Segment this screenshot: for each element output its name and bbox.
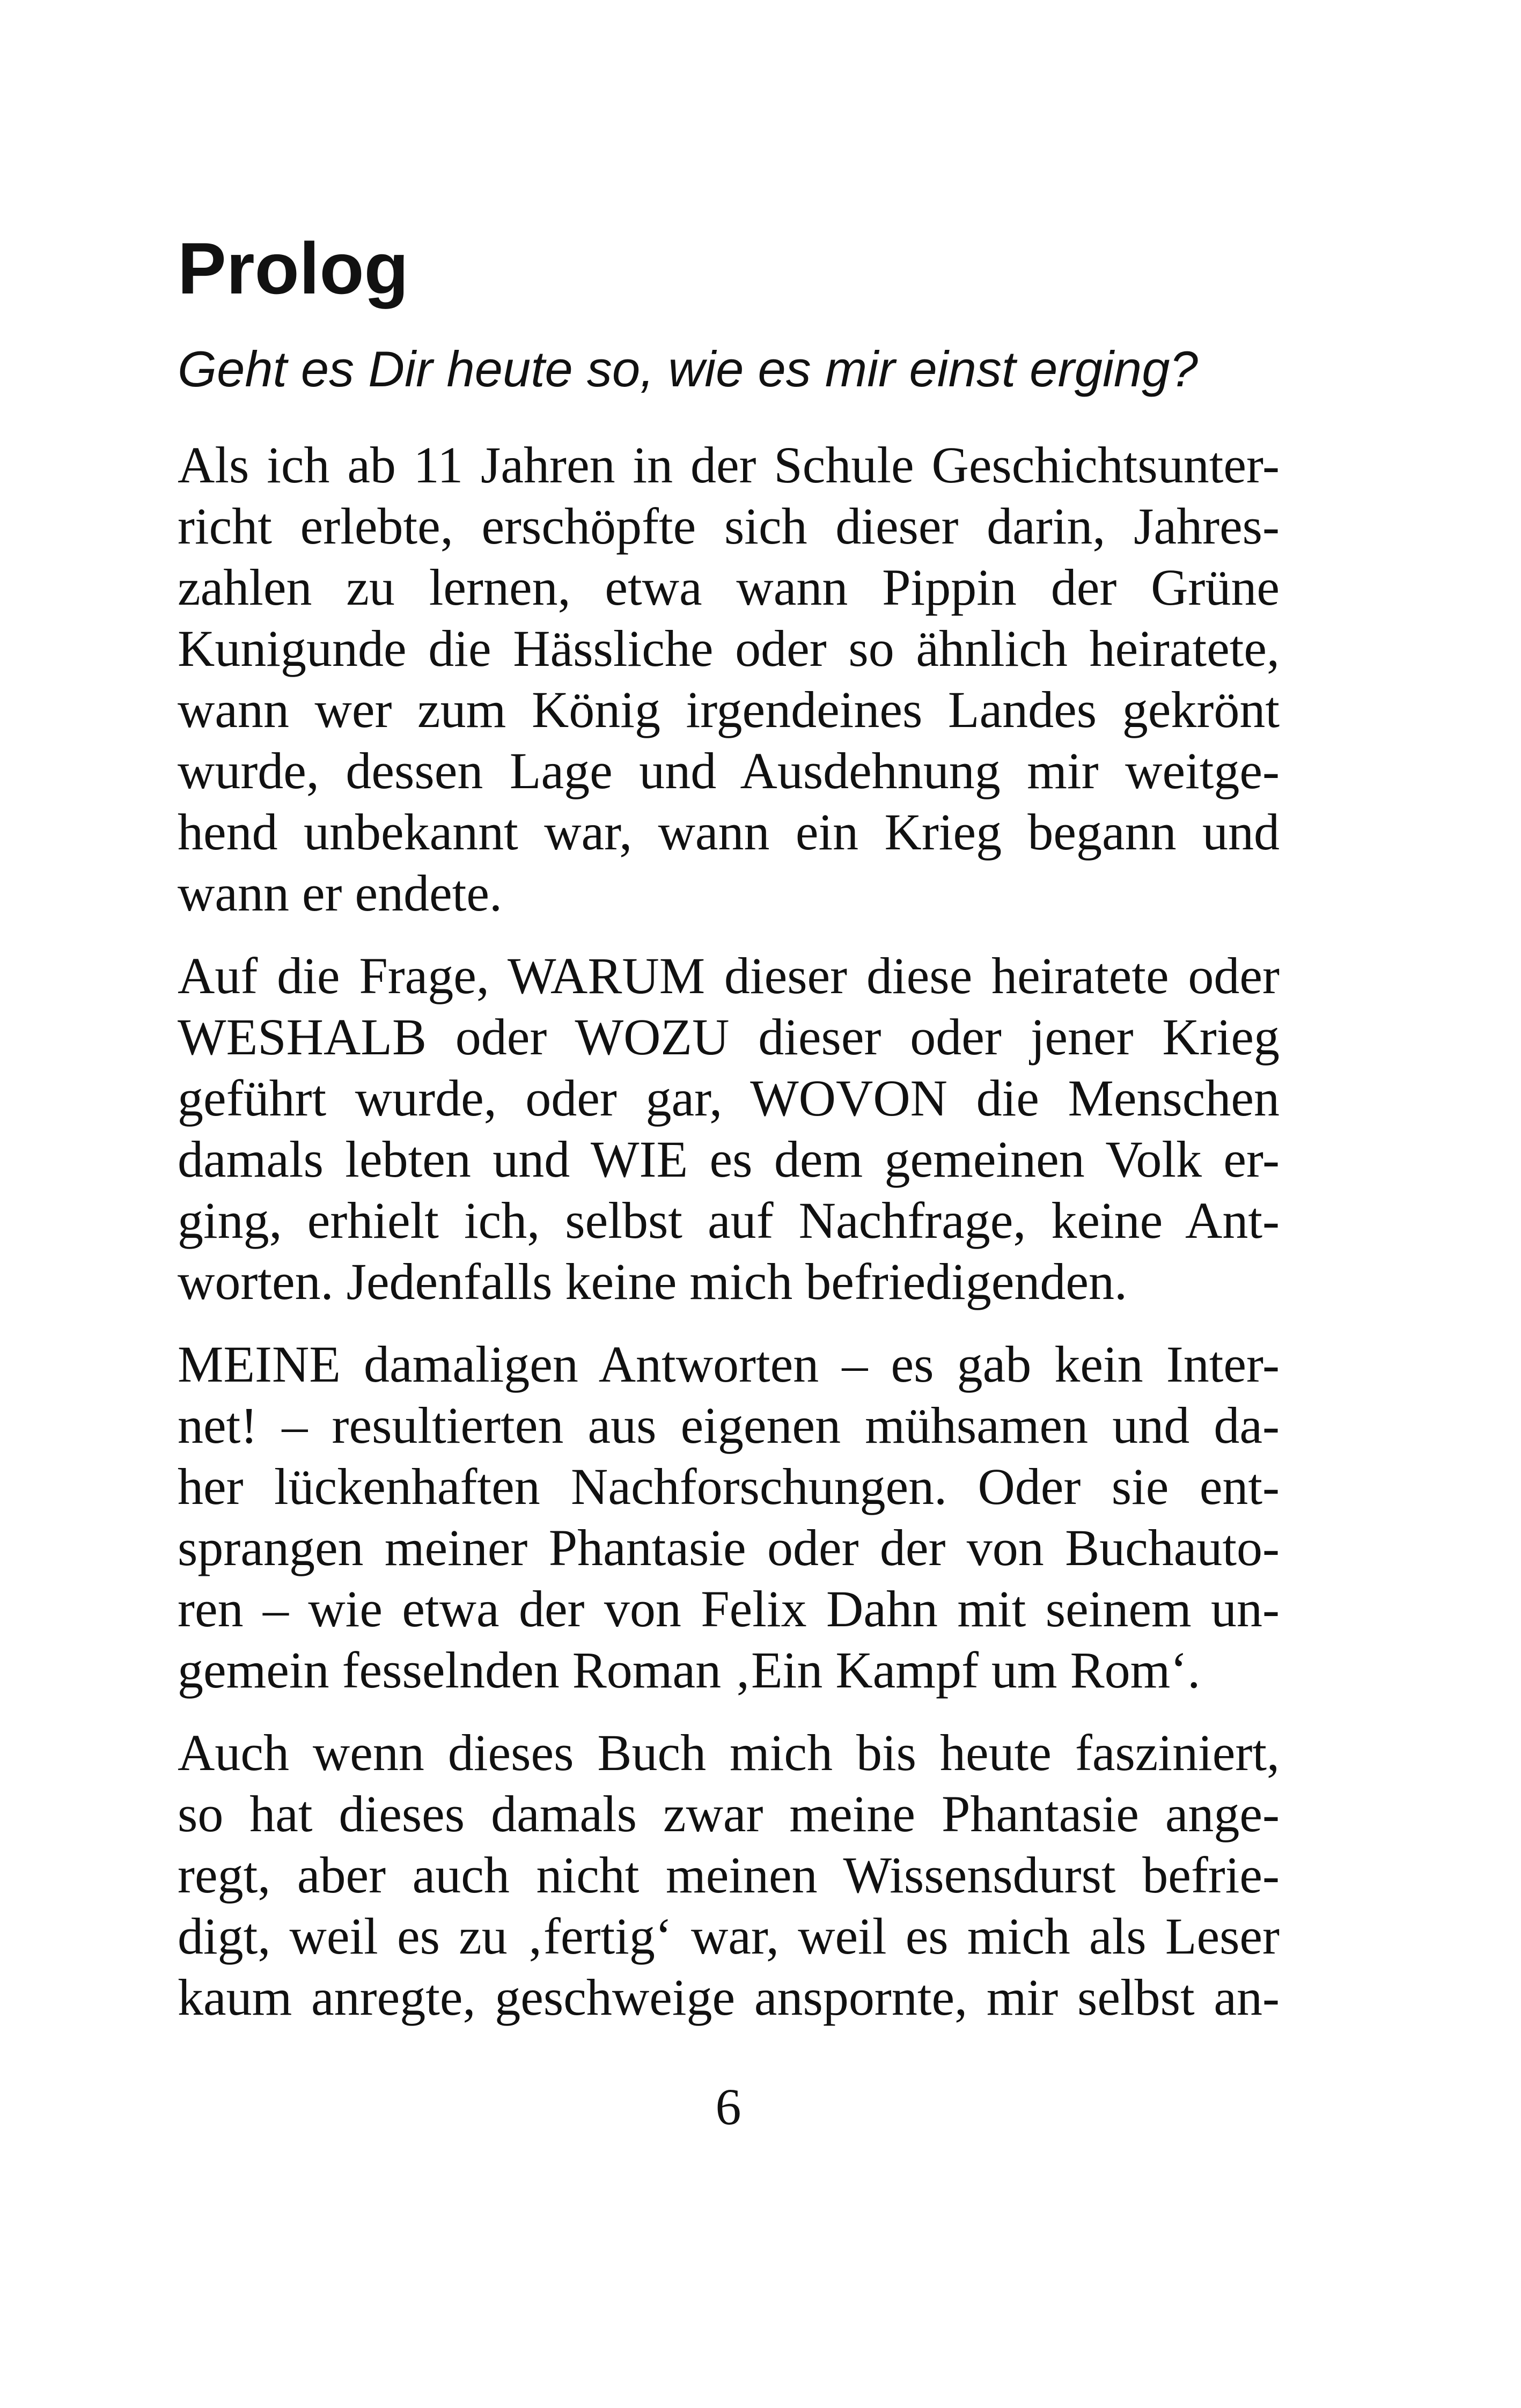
text-line: damals lebten und WIE es dem gemeinen Volk er- <box>178 1130 1280 1188</box>
text-line: Als ich ab 11 Jahren in der Schule Geschichtsunter- <box>178 436 1280 494</box>
text-line: ging, erhielt ich, selbst auf Nachfrage, keine Ant- <box>178 1192 1280 1249</box>
text-line: kaum anregte, geschweige anspornte, mir selbst an- <box>178 1969 1280 2026</box>
paragraph-3 <box>178 1334 1280 1701</box>
text-line: MEINE damaligen Antworten – es gab kein Inter- <box>178 1335 1280 1393</box>
text-line: geführt wurde, oder gar, WOVON die Menschen <box>178 1069 1280 1127</box>
text-line: worten. Jedenfalls keine mich befriedigenden. <box>178 1253 1127 1310</box>
text-line: so hat dieses damals zwar meine Phantasie ange- <box>178 1785 1280 1842</box>
text-line: WESHALB oder WOZU dieser oder jener Krieg <box>178 1008 1280 1066</box>
text-line: hend unbekannt war, wann ein Krieg begann und <box>178 803 1280 861</box>
text-line: regt, aber auch nicht meinen Wissensdurst befrie- <box>178 1846 1280 1904</box>
text-line: net! – resultierten aus eigenen mühsamen und da- <box>178 1397 1280 1454</box>
text-line: wann er endete. <box>178 864 503 922</box>
text-line: ren – wie etwa der von Felix Dahn mit seinem un- <box>178 1580 1280 1638</box>
paragraph-2 <box>178 945 1280 1312</box>
text-line: wurde, dessen Lage und Ausdehnung mir weitge- <box>178 742 1280 799</box>
chapter-heading: Prolog <box>178 227 409 309</box>
page-number: 6 <box>715 2078 741 2135</box>
text-line: gemein fesselnden Roman ‚Ein Kampf um Rom‘. <box>178 1641 1201 1699</box>
text-line: Auf die Frage, WARUM dieser diese heiratete oder <box>178 947 1280 1004</box>
body-text <box>178 435 1280 2028</box>
text-line: Auch wenn dieses Buch mich bis heute fasziniert, <box>178 1724 1280 1781</box>
text-line: her lückenhaften Nachforschungen. Oder sie ent- <box>178 1458 1280 1515</box>
text-line: sprangen meiner Phantasie oder der von Buchauto- <box>178 1519 1280 1576</box>
page-content <box>178 225 1280 2028</box>
text-line: digt, weil es zu ‚fertig‘ war, weil es mich als Leser <box>178 1907 1280 1965</box>
text-line: wann wer zum König irgendeines Landes gekrönt <box>178 681 1280 738</box>
chapter-subtitle: Geht es Dir heute so, wie es mir einst erging? <box>178 341 1198 397</box>
paragraph-4 <box>178 1722 1280 2028</box>
text-line: zahlen zu lernen, etwa wann Pippin der Grüne <box>178 559 1280 616</box>
text-line: richt erlebte, erschöpfte sich dieser darin, Jahres- <box>178 497 1280 555</box>
paragraph-1 <box>178 435 1280 924</box>
text-line: Kunigunde die Hässliche oder so ähnlich heiratete, <box>178 620 1280 677</box>
